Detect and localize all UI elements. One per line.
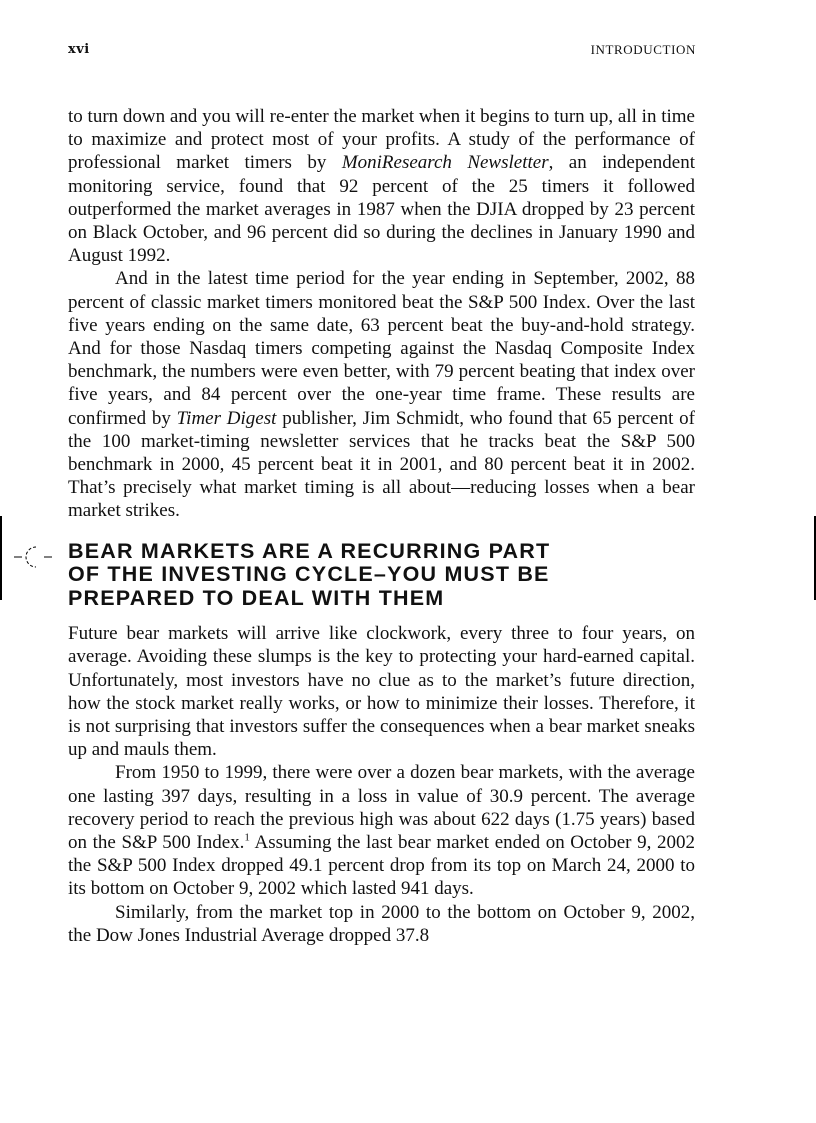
crop-mark-left [0,516,2,600]
section-heading [68,540,695,611]
text-run: publisher, Jim Schmidt, who found that 65 percent of the 100 market-timing newsletter services that he tracks beat the S&P 500 benchmark in 2000, 45 percent beat it in 2001, and 80 percent beat it in 2002. That’s precisely what market timing is all about—reducing losses when a bear market strikes. [68,407,696,522]
publication-title: Timer Digest [176,407,277,429]
paragraph [68,105,695,267]
paragraph [68,761,695,900]
page-number: xvi [68,42,90,57]
paragraph [68,622,695,761]
text-run: to turn down and you will re-enter the market when it begins to turn up, all in time to maximize and protect most of your profits. A study of the performance of professional market timers by [68,106,695,174]
heading-line: PREPARED TO DEAL WITH THEM [68,585,445,610]
publication-title: MoniResearch Newsletter [341,152,549,174]
footnote-marker: 1 [244,831,250,844]
paragraph [68,901,695,947]
text-run: And in the latest time period for the year ending in September, 2002, 88 percent of classic market timers monitored beat the S&P 500 Index. Over the last five years ending on the same date, 63 percent beat the buy-and-hold strategy. And for those Nasdaq timers competing against the Nasdaq Composite Index benchmark, the numbers were even better, with 79 percent beating that index over five years, and 84 percent over the one-year time frame. These results are confirmed by [68,268,695,429]
page-body [68,105,695,947]
text-run: From 1950 to 1999, there were over a dozen bear markets, with the average one lasting 397 days, resulting in a loss in value of 30.9 percent. The average recovery period to reach the previous high was about 622 days (1.75 years) based on the S&P 500 Index. [68,762,695,853]
page-header [68,42,696,60]
text-run: Future bear markets will arrive like clockwork, every three to four years, on average. Avoiding these slumps is the key to protecting your hard-earned capital. Unfortunately, most investors have no clue as to the market’s future direction, how the stock market really works, or how to minimize their losses. Therefore, it is not surprising that investors suffer the consequences when a bear market sneaks up and mauls them. [68,623,695,761]
registration-mark-icon [14,545,54,569]
text-run: Similarly, from the market top in 2000 to the bottom on October 9, 2002, the Dow Jones Industrial Average dropped 37.8 [68,901,695,946]
paragraph [68,267,695,522]
heading-line: OF THE INVESTING CYCLE–YOU MUST BE [68,562,550,587]
text-run: , an independent monitoring service, found that 92 percent of the 25 timers it followed outperformed the market averages in 1987 when the DJIA dropped by 23 percent on Black October, and 96 percent did so during the declines in January 1990 and August 1992. [68,152,695,267]
text-run: Assuming the last bear market ended on October 9, 2002 the S&P 500 Index dropped 49.1 percent drop from its top on March 24, 2000 to its bottom on October 9, 2002 which lasted 941 days. [68,831,695,900]
running-head: INTRODUCTION [590,42,696,57]
heading-line: BEAR MARKETS ARE A RECURRING PART [68,538,551,563]
